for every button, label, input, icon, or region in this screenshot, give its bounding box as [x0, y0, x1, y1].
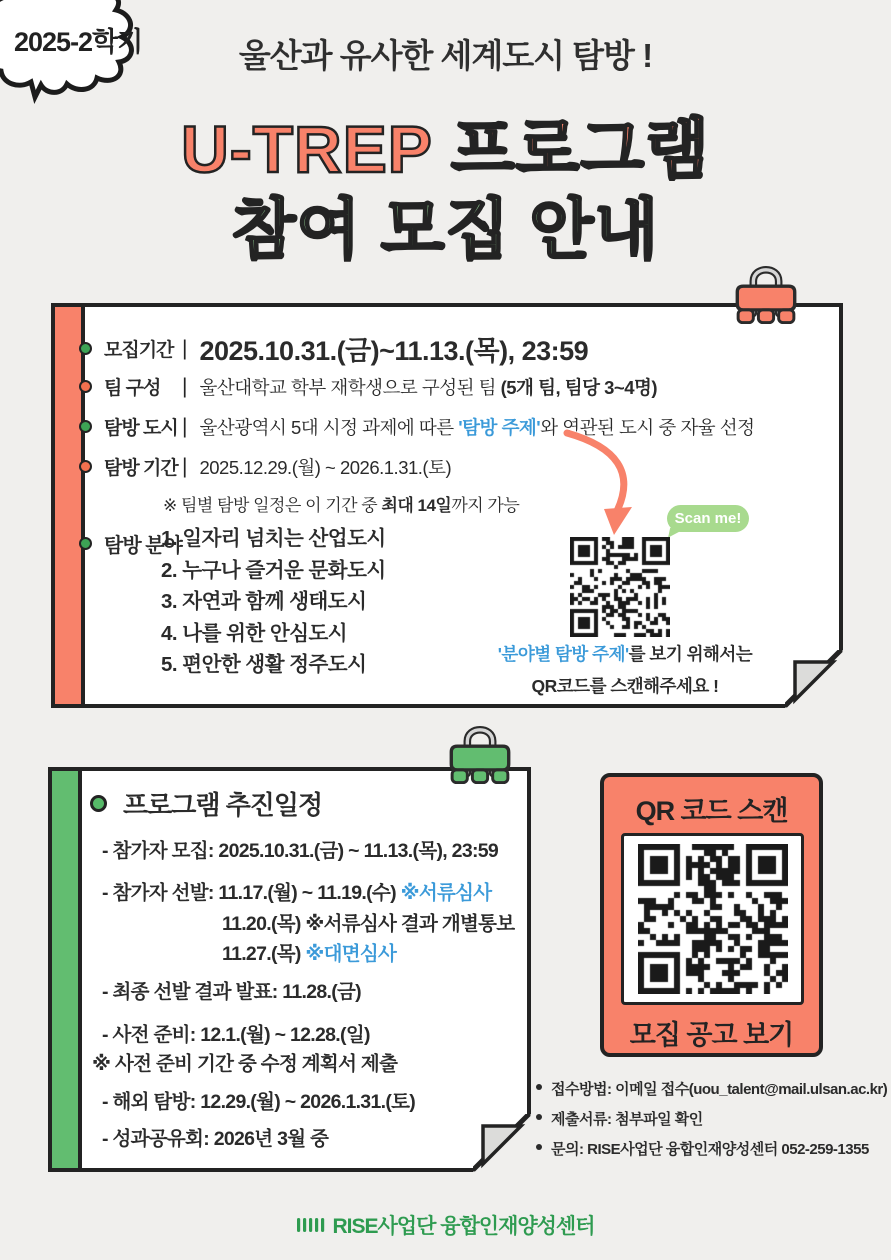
qr-frame	[621, 833, 804, 1005]
main-title-line2: 참여 모집 안내	[231, 192, 660, 266]
qr-card-title: QR 코드 스캔	[635, 796, 788, 826]
scan-me-bubble: Scan me!	[667, 505, 749, 532]
period-note: ※ 팀별 탐방 일정은 이 기간 중 최대 14일까지 가능	[163, 496, 520, 515]
info-row-period	[79, 453, 451, 480]
row-separator: |	[182, 374, 188, 398]
rise-logo-bars-icon	[297, 1215, 325, 1235]
bullet-icon	[79, 537, 92, 550]
row-value: 울산대학교 학부 재학생으로 구성된 팀 (5개 팀, 팀당 3~4명)	[199, 376, 658, 398]
schedule-item-selection: - 참가자 선발: 11.17.(월) ~ 11.19.(수) ※서류심사	[102, 882, 492, 904]
schedule-item-final: - 최종 선발 결과 발표: 11.28.(금)	[102, 981, 361, 1003]
row-value: 울산광역시 5대 시정 과제에 따른 '탐방 주제'와 연관된 도시 중 자율 선정	[199, 416, 755, 438]
contact-item: 문의: RISE사업단 융합인재양성센터 052-259-1355	[536, 1138, 891, 1159]
list-item: 1. 일자리 넘치는 산업도시	[161, 527, 386, 550]
schedule-card	[48, 767, 531, 1172]
row-separator: |	[182, 336, 188, 360]
schedule-item-prep: - 사전 준비: 12.1.(월) ~ 12.28.(일)	[102, 1024, 370, 1046]
bullet-icon	[79, 460, 92, 473]
schedule-item-interview: 11.27.(목) ※대면심사	[222, 943, 397, 965]
footer-logo	[0, 1210, 891, 1240]
binder-clip-icon	[728, 257, 804, 329]
circle-bullet-icon	[90, 795, 107, 812]
semester-badge-label: 2025-2학기	[14, 27, 143, 57]
list-item: 4. 나를 위한 안심도시	[161, 621, 348, 645]
schedule-title-label: 프로그램 추진일정	[123, 790, 323, 820]
row-value: 2025.10.31.(금)~11.13.(목), 23:59	[199, 336, 589, 366]
info-card	[51, 303, 843, 708]
list-item: 3. 자연과 함께 생태도시	[161, 590, 367, 613]
row-label: 팀 구성	[104, 378, 161, 399]
bullet-icon	[79, 420, 92, 433]
row-label: 탐방 기간	[104, 458, 178, 479]
qr-caption	[440, 641, 810, 698]
contact-item: 제출서류: 첨부파일 확인	[536, 1108, 891, 1129]
folded-corner-icon	[785, 650, 843, 708]
main-title-line1: U-TREP 프로그램	[181, 112, 710, 186]
schedule-card-spine	[52, 771, 82, 1168]
poster-subtitle: 울산과 유사한 세계도시 탐방 !	[238, 37, 653, 74]
list-item: 2. 누구나 즐거운 문화도시	[161, 558, 386, 582]
row-separator: |	[182, 414, 188, 438]
bullet-icon	[536, 1084, 542, 1090]
row-separator: |	[182, 454, 188, 478]
qr-code-notice	[638, 844, 788, 994]
qr-code-topics	[570, 537, 670, 637]
schedule-item-prep-note: ※ 사전 준비 기간 중 수정 계획서 제출	[92, 1053, 398, 1075]
qr-caption-line1: '분야별 탐방 주제'를 보기 위해서는	[497, 644, 753, 664]
row-label: 탐방 분야	[104, 535, 182, 557]
binder-clip-icon	[442, 717, 518, 789]
info-row-recruit-period	[79, 329, 588, 368]
contact-list	[536, 1078, 891, 1168]
bullet-icon	[79, 380, 92, 393]
bullet-icon	[79, 342, 92, 355]
folded-corner-icon	[473, 1114, 531, 1172]
row-label: 모집기간	[104, 340, 174, 361]
schedule-item-trip: - 해외 탐방: 12.29.(월) ~ 2026.1.31.(토)	[102, 1091, 416, 1113]
qr-caption-line2: QR코드를 스캔해주세요 !	[531, 676, 719, 696]
schedule-title	[90, 785, 322, 822]
bullet-icon	[536, 1144, 542, 1150]
contact-item: 접수방법: 이메일 접수(uou_talent@mail.ulsan.ac.kr)	[536, 1078, 891, 1099]
schedule-item-selection-notice: 11.20.(목) ※서류심사 결과 개별통보	[222, 913, 515, 935]
curved-arrow-icon	[547, 425, 657, 540]
info-row-team	[79, 373, 657, 400]
qr-scan-card	[600, 773, 823, 1057]
schedule-item-recruit: - 참가자 모집: 2025.10.31.(금) ~ 11.13.(목), 23:59	[102, 840, 499, 862]
row-label: 탐방 도시	[104, 418, 178, 439]
topic-highlight: '탐방 주제'	[458, 416, 541, 438]
field-list	[161, 523, 386, 681]
footer-logo-text: RISE사업단 융합인재양성센터	[332, 1215, 595, 1238]
list-item: 5. 편안한 생활 정주도시	[161, 653, 367, 676]
schedule-item-share: - 성과공유회: 2026년 3월 중	[102, 1128, 329, 1150]
bullet-icon	[536, 1114, 542, 1120]
row-value: 2025.12.29.(월) ~ 2026.1.31.(토)	[199, 456, 452, 478]
qr-card-caption: 모집 공고 보기	[629, 1020, 794, 1050]
